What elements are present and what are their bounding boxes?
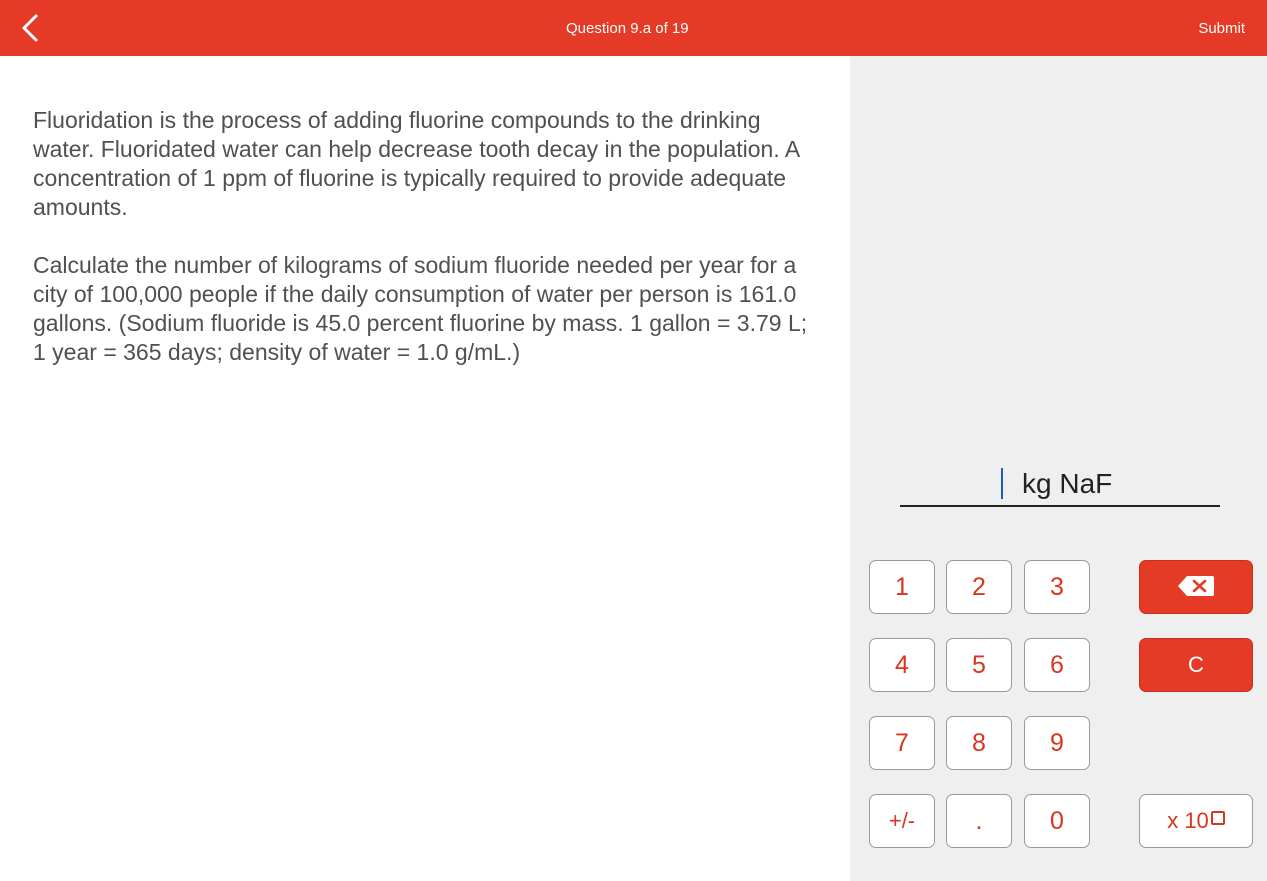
- key-4[interactable]: 4: [869, 638, 935, 692]
- decimal-point-button[interactable]: .: [946, 794, 1012, 848]
- sign-toggle-button[interactable]: +/-: [869, 794, 935, 848]
- answer-field[interactable]: [900, 505, 1220, 507]
- answer-panel: [850, 56, 1267, 881]
- key-7[interactable]: 7: [869, 716, 935, 770]
- submit-button[interactable]: Submit: [1198, 20, 1245, 37]
- backspace-button[interactable]: [1139, 560, 1253, 614]
- question-paragraph-intro: Fluoridation is the process of adding fluorine compounds to the drinking water. Fluoridated water can help decrease tooth decay in the population. A concentration of 1 ppm of fluorine is typically required to provide adequate amounts.: [33, 107, 799, 220]
- key-9[interactable]: 9: [1024, 716, 1090, 770]
- scientific-notation-label: x 10: [1167, 808, 1209, 833]
- key-2[interactable]: 2: [946, 560, 1012, 614]
- back-button[interactable]: [10, 10, 50, 46]
- key-0[interactable]: 0: [1024, 794, 1090, 848]
- scientific-notation-button[interactable]: [1139, 794, 1253, 848]
- clear-button[interactable]: C: [1139, 638, 1253, 692]
- exponent-box-icon: [1211, 811, 1225, 825]
- question-paragraph-task: Calculate the number of kilograms of sodium fluoride needed per year for a city of 100,000 people if the daily consumption of water per person is 161.0 gallons. (Sodium fluoride is 45.0 percent fluorine by mass. 1 gallon = 3.79 L; 1 year = 365 days; density of water = 1.0 g/mL.): [33, 252, 808, 365]
- question-title: Question 9.a of 19: [566, 20, 689, 37]
- chevron-left-icon: [10, 10, 50, 46]
- backspace-icon: [1176, 574, 1216, 598]
- answer-unit: kg NaF: [1022, 468, 1113, 499]
- top-bar: [0, 0, 1267, 56]
- text-cursor: [1001, 468, 1003, 499]
- key-3[interactable]: 3: [1024, 560, 1090, 614]
- key-6[interactable]: 6: [1024, 638, 1090, 692]
- key-5[interactable]: 5: [946, 638, 1012, 692]
- question-panel: [0, 56, 850, 881]
- key-8[interactable]: 8: [946, 716, 1012, 770]
- key-1[interactable]: 1: [869, 560, 935, 614]
